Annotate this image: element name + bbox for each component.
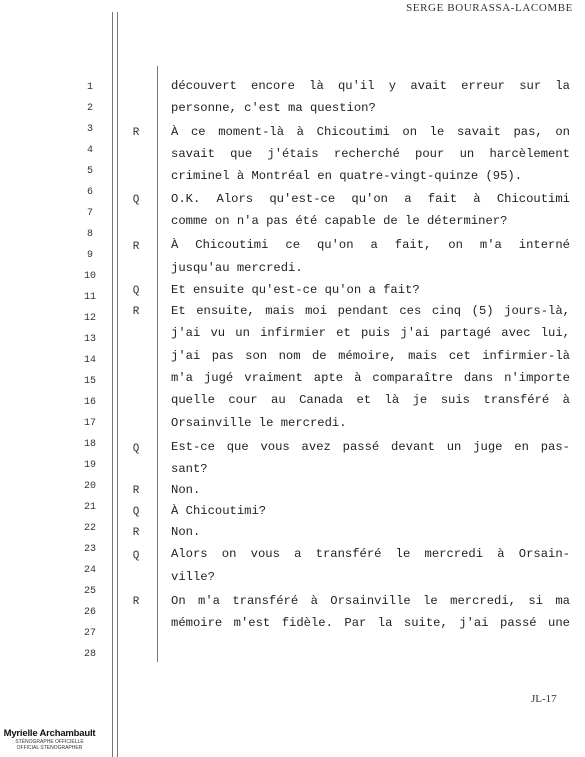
text-line: O.K. Alors qu'est-ce qu'on a fait à Chicoutimi [171, 192, 570, 206]
speaker-column-rule [157, 66, 158, 662]
text-line: À Chicoutimi ce qu'on a fait, on m'a interné [171, 238, 570, 252]
line-number: 14 [83, 355, 96, 366]
line-number: 15 [83, 376, 96, 387]
text-line: Non. [171, 483, 201, 497]
text-line: À Chicoutimi? [171, 504, 267, 518]
speaker-marker: R [132, 596, 140, 608]
text-line: quelle cour au Canada et là je suis transféré à [171, 393, 570, 407]
speaker-marker: Q [132, 194, 140, 206]
line-number: 8 [86, 229, 93, 240]
text-line: Alors on vous a transféré le mercredi à Orsain- [171, 547, 570, 561]
line-number: 13 [83, 334, 96, 345]
text-line: Est-ce que vous avez passé devant un juge en pas- [171, 440, 570, 454]
line-number: 19 [83, 460, 96, 471]
line-number: 18 [83, 439, 96, 450]
stenographer-stamp [2, 728, 97, 751]
line-number: 16 [83, 397, 96, 408]
speaker-marker: Q [132, 443, 140, 455]
text-line: Et ensuite, mais moi pendant ces cinq (5) jours-là, [171, 304, 570, 318]
line-number: 11 [83, 292, 96, 303]
line-number: 5 [86, 166, 93, 177]
line-number: 1 [86, 82, 93, 93]
text-line: jusqu'au mercredi. [171, 261, 303, 275]
text-line: j'ai vu un infirmier et puis j'ai partagé avec lui, [171, 326, 570, 340]
left-margin-rule-inner [117, 12, 118, 757]
line-number: 21 [83, 502, 96, 513]
stenographer-name: Myrielle Archambault [3, 728, 96, 739]
left-margin-rule-outer [112, 12, 113, 757]
text-line: savait que j'étais recherché pour un harcèlement [171, 147, 570, 161]
text-line: découvert encore là qu'il y avait erreur sur la [171, 79, 570, 93]
speaker-marker: Q [132, 285, 140, 297]
line-number: 27 [83, 628, 96, 639]
text-line: criminel à Montréal en quatre-vingt-quinze (95). [171, 169, 523, 183]
text-line: comme on n'a pas été capable de le déterminer? [171, 214, 508, 228]
line-number: 25 [83, 586, 96, 597]
line-number: 7 [86, 208, 93, 219]
line-number: 6 [86, 187, 93, 198]
line-number: 28 [83, 649, 96, 660]
speaker-marker: R [132, 527, 140, 539]
text-line: Orsainville le mercredi. [171, 416, 347, 430]
line-number: 23 [83, 544, 96, 555]
text-line: À ce moment-là à Chicoutimi on le savait pas, on [171, 125, 570, 139]
text-line: personne, c'est ma question? [171, 101, 376, 115]
speaker-marker: R [132, 485, 140, 497]
text-line: mémoire m'est fidèle. Par la suite, j'ai passé une [171, 616, 570, 630]
speaker-marker: R [132, 241, 140, 253]
line-number: 26 [83, 607, 96, 618]
text-line: m'a jugé vraiment apte à comparaître dans n'importe [171, 371, 570, 385]
speaker-marker: R [132, 127, 140, 139]
text-line: Et ensuite qu'est-ce qu'on a fait? [171, 283, 420, 297]
text-line: On m'a transféré à Orsainville le mercredi, si ma [171, 594, 570, 608]
text-line: ville? [171, 570, 215, 584]
stenographer-title-fr: STÉNOGRAPHE OFFICIELLE [15, 739, 84, 745]
text-line: sant? [171, 462, 208, 476]
line-number: 3 [86, 124, 93, 135]
speaker-marker: R [132, 306, 140, 318]
speaker-marker: Q [132, 550, 140, 562]
line-number: 10 [83, 271, 96, 282]
page-identifier: JL-17 [531, 693, 557, 705]
line-number: 4 [86, 145, 93, 156]
line-number: 24 [83, 565, 96, 576]
text-line: j'ai pas son nom de mémoire, mais cet infirmier-là [171, 349, 570, 363]
line-number: 20 [83, 481, 96, 492]
line-number: 17 [83, 418, 96, 429]
line-number: 9 [86, 250, 93, 261]
transcript-header: SERGE BOURASSA-LACOMBE [406, 2, 573, 14]
text-line: Non. [171, 525, 201, 539]
line-number: 12 [83, 313, 96, 324]
stenographer-title-en: OFFICIAL STENOGRAPHER [16, 745, 83, 751]
line-number: 22 [83, 523, 96, 534]
line-number: 2 [86, 103, 93, 114]
speaker-marker: Q [132, 506, 140, 518]
